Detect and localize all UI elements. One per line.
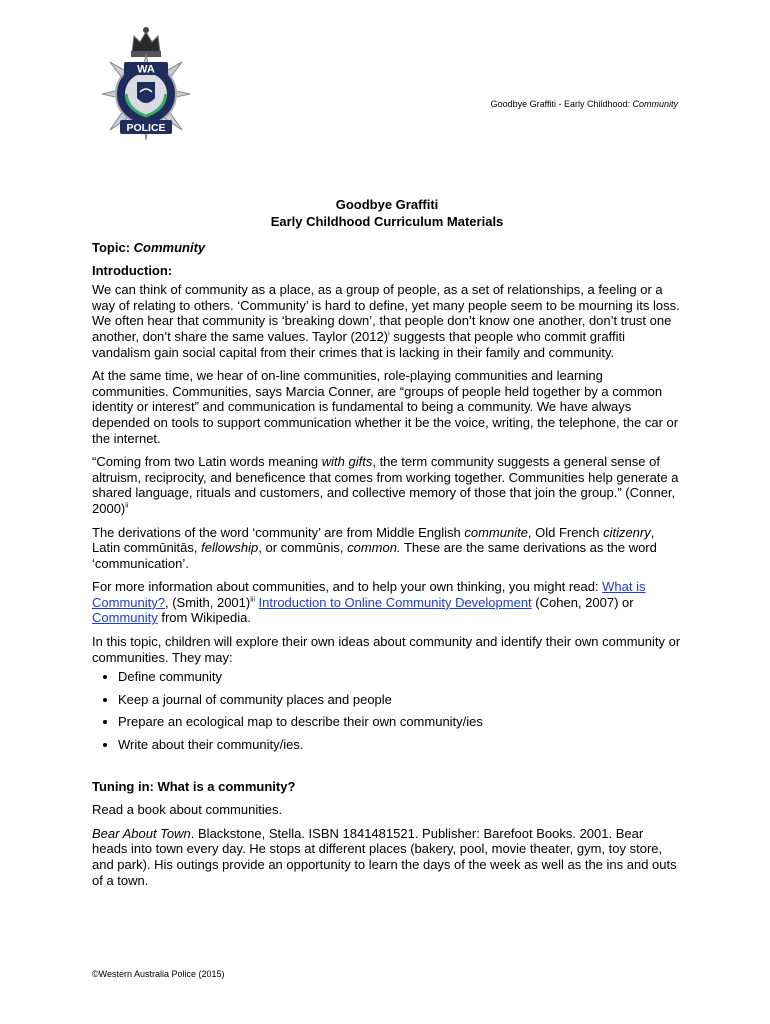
list-item: • Write about their community/ies. <box>118 737 682 753</box>
what-is-community-link[interactable]: What is Community? <box>92 579 646 610</box>
document-title: Goodbye Graffiti Early Childhood Curriculum Materials <box>270 197 504 229</box>
intro-paragraph-1: We can think of community as a place, as a group of people, as a set of relationships, a feeling or a way of relating to others. ‘Community’ is hard to define, yet many people seem to be mourning its loss. We often hear that community is ‘breaking down’, that people don’t know one another, don’t trust one another, don’t share the same values. Taylor $(2012)^i$ suggests that people who commit graffiti vandalism gain social capital from their crimes that is lacking in their family and community. <box>92 282 680 360</box>
introduction-heading: Introduction: <box>92 262 173 278</box>
intro-paragraph-5: For more information about communities, and to help your own thinking, you might read: What is Community?, (Smith, 2001)$^{iii}$ Introduction to Online Community Development (Cohen, 2007) or Community from Wikipedia. <box>92 579 646 626</box>
intro-paragraph-3: “Coming from two Latin words meaning with gifts, the term community suggests a general sense of altruism, reciprocity, and beneficence that comes from working together. Communities help generate a shared language, rituals and customers, and collective memory of those that join the group.” (Conner, 2000)$^{ii}$ <box>92 454 679 516</box>
list-item: • Keep a journal of community places and people <box>118 692 682 708</box>
online-community-development-link[interactable]: Introduction to Online Community Development <box>258 594 532 610</box>
document-body <box>92 196 682 896</box>
running-header: Goodbye Graffiti - Early Childhood: Community <box>490 99 678 109</box>
book-description: Bear About Town. Blackstone, Stella. ISBN 1841481521. Publisher: Barefoot Books. 2001. Bear heads into town every day. He stops at different places (bakery, pool, movie theater, gym, toy store, and park). His outings provide an opportunity to learn the days of the week as well as the ins and outs of a town. <box>92 825 677 888</box>
list-item: • Prepare an ecological map to describe their own community/ies <box>118 714 682 730</box>
activity-list <box>92 669 682 752</box>
list-item: • Define community <box>118 669 682 685</box>
intro-paragraph-4: The derivations of the word ‘community’ are from Middle English communite, Old French citizenry, Latin commūnitās, fellowship, or commūnis, common. These are the same derivations as the word ‘communication’. <box>92 524 657 571</box>
svg-text:WA: WA <box>137 63 155 76</box>
tuning-in-paragraph-1: Read a book about communities. <box>92 802 283 818</box>
topic-heading: Topic: Community <box>92 240 206 255</box>
tuning-in-heading: Tuning in: What is a community? <box>92 778 296 794</box>
wa-police-badge-logo <box>96 22 196 152</box>
wikipedia-community-link[interactable]: Community <box>92 610 158 626</box>
intro-paragraph-6: In this topic, children will explore their own ideas about community and identify their own community or communities. They may: <box>92 634 681 665</box>
footer-copyright: ©Western Australia Police (2015) <box>92 969 225 979</box>
crown-icon <box>131 27 161 57</box>
svg-text:POLICE: POLICE <box>126 122 166 134</box>
intro-paragraph-2: At the same time, we hear of on-line communities, role-playing communities and learning communities. Communities, says Marcia Conner, are “groups of people held together by a common identity or interest” and communication is fundamental to being a community. We have always depended on tools to support communication whether it be the voice, writing, the telephone, the car or the internet. <box>92 368 679 446</box>
